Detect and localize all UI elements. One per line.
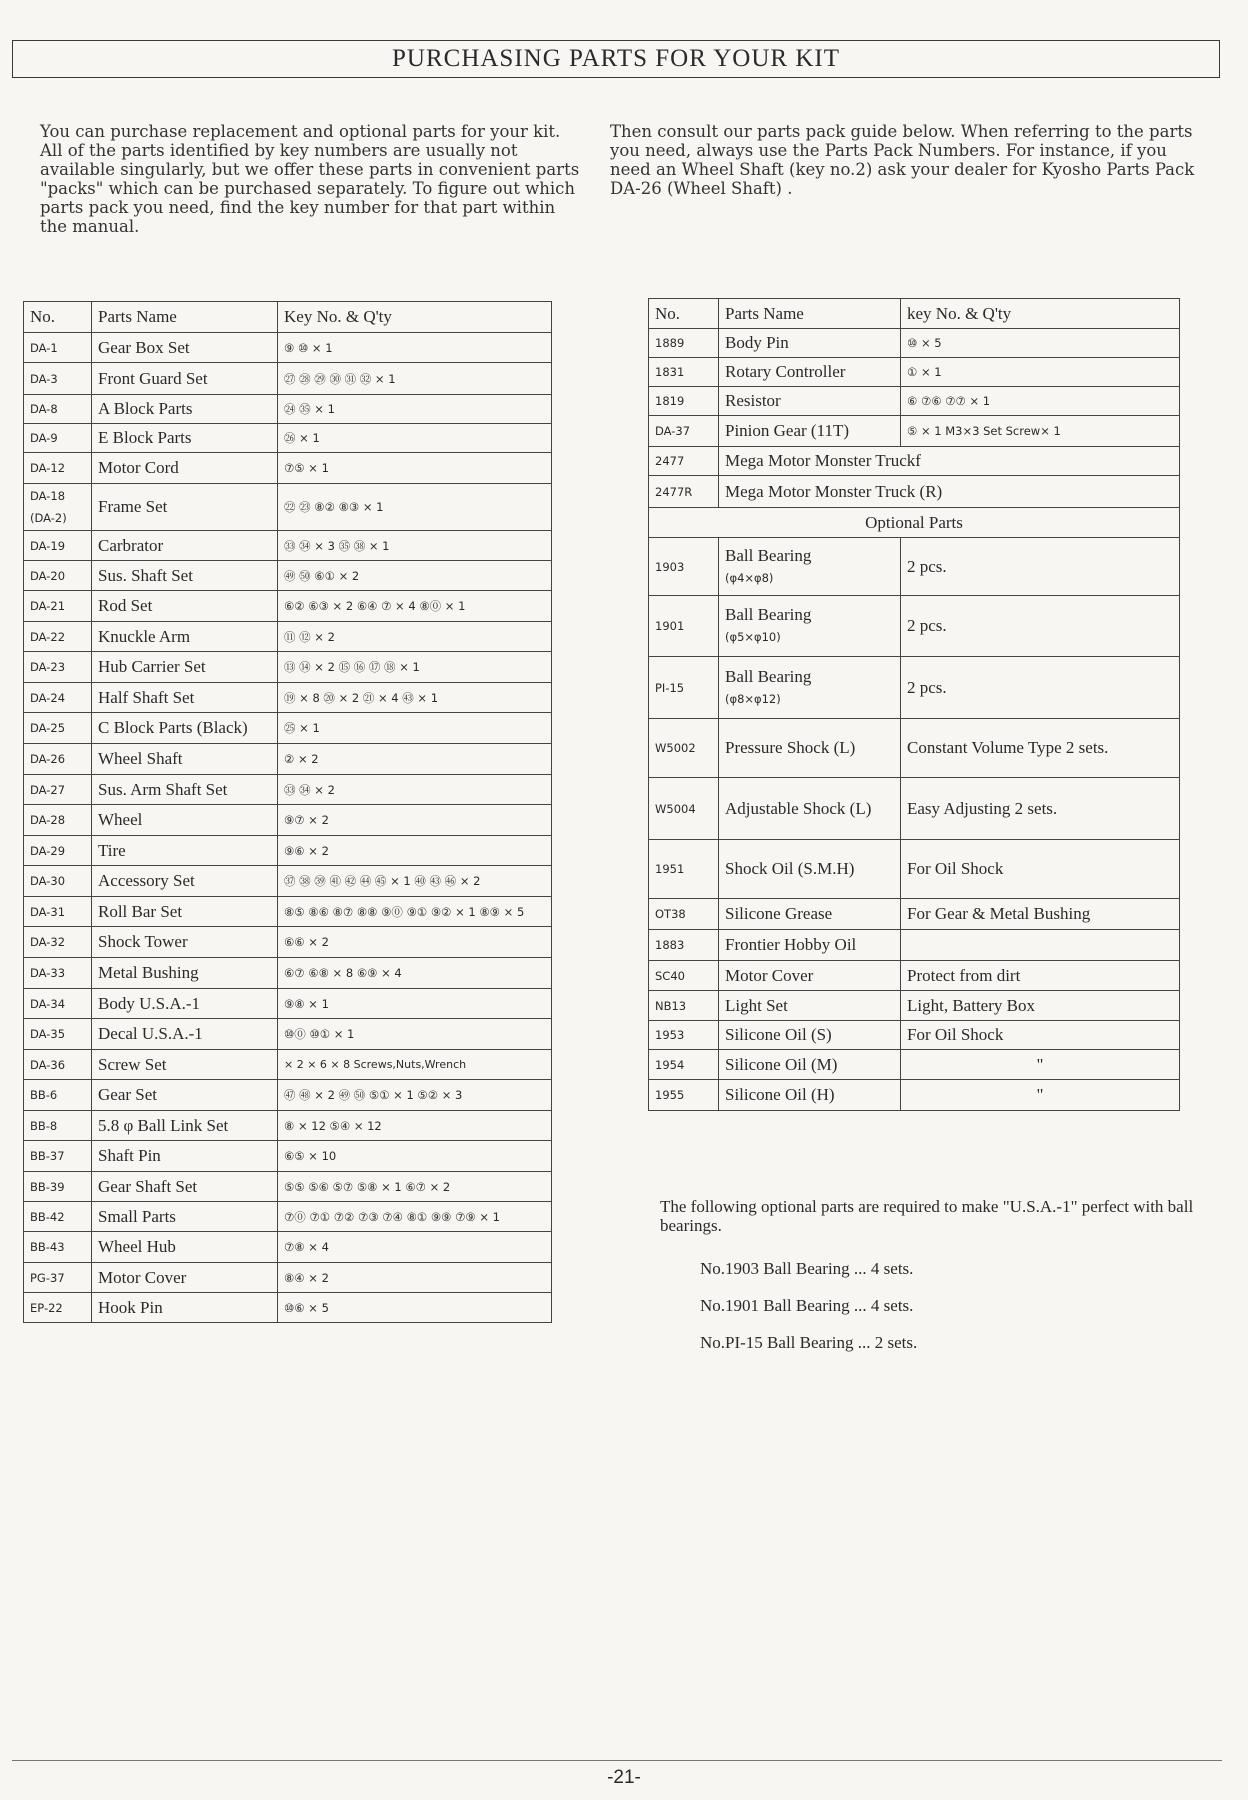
part-number: DA-19 — [24, 531, 92, 561]
key-qty: ㉝ ㉞ × 3 ㉟ ㊳ × 1 — [278, 531, 552, 561]
key-qty: For Oil Shock — [901, 1021, 1180, 1050]
part-number: BB-37 — [24, 1141, 92, 1172]
table-row — [24, 591, 552, 622]
part-number: BB-42 — [24, 1202, 92, 1232]
part-name: Rotary Controller — [719, 358, 901, 387]
key-qty: ⑤ × 1 M3×3 Set Screw× 1 — [901, 416, 1180, 447]
ball-bearing-line: No.1901 Ball Bearing ... 4 sets. — [700, 1296, 914, 1315]
table-row — [649, 416, 1180, 447]
part-number: DA-34 — [24, 989, 92, 1019]
part-number: DA-27 — [24, 775, 92, 805]
part-name — [719, 538, 901, 596]
part-name: Wheel Hub — [92, 1232, 278, 1263]
ball-bearing-line: No.1903 Ball Bearing ... 4 sets. — [700, 1259, 914, 1278]
key-qty: ⑤⑤ ⑤⑥ ⑤⑦ ⑤⑧ × 1 ⑥⑦ × 2 — [278, 1172, 552, 1202]
table-row — [649, 719, 1180, 778]
part-name-text: Adjustable Shock (L) — [725, 798, 872, 818]
col-header-parts-name: Parts Name — [92, 302, 278, 333]
table-row — [24, 622, 552, 652]
part-number: 1889 — [649, 329, 719, 358]
part-name — [719, 991, 901, 1021]
table-row — [649, 1021, 1180, 1050]
key-qty: Constant Volume Type 2 sets. — [901, 719, 1180, 778]
part-number: DA-25 — [24, 713, 92, 744]
table-row — [24, 683, 552, 713]
part-name — [719, 899, 901, 930]
ball-bearing-note: The following optional parts are required to make "U.S.A.-1" perfect with ball bearings. — [660, 1197, 1194, 1235]
part-name-text: Ball Bearing — [725, 666, 812, 686]
page-title: PURCHASING PARTS FOR YOUR KIT — [392, 45, 840, 72]
table-row — [24, 424, 552, 453]
part-number: 1883 — [649, 930, 719, 961]
table-row — [649, 899, 1180, 930]
intro-right-paragraph: Then consult our parts pack guide below. When referring to the parts you need, always use the Parts Pack Numbers. For instance, if you need an Wheel Shaft (key no.2) ask your dealer for Kyosho Parts Pack DA-26 (Wheel Shaft) . — [610, 122, 1195, 198]
part-name: Sus. Shaft Set — [92, 561, 278, 591]
key-qty: 2 pcs. — [901, 596, 1180, 657]
part-name-text: Silicone Oil (H) — [725, 1085, 835, 1104]
part-name-text: Ball Bearing — [725, 605, 812, 624]
key-qty: ㊲ ㊳ ㊴ ㊶ ㊷ ㊹ ㊺ × 1 ㊵ ㊸ ㊻ × 2 — [278, 866, 552, 897]
key-qty: ⑲ × 8 ⑳ × 2 ㉑ × 4 ㊸ × 1 — [278, 683, 552, 713]
part-name: Body Pin — [719, 329, 901, 358]
key-qty: ⑩⑥ × 5 — [278, 1293, 552, 1323]
table-row — [24, 561, 552, 591]
table-row — [24, 1263, 552, 1293]
part-number: DA-1 — [24, 333, 92, 363]
part-name: Accessory Set — [92, 866, 278, 897]
key-qty: × 2 × 6 × 8 Screws,Nuts,Wrench — [278, 1050, 552, 1080]
table-row — [649, 961, 1180, 991]
part-name: 5.8 φ Ball Link Set — [92, 1111, 278, 1141]
part-name-text: Frontier Hobby Oil — [725, 935, 857, 954]
part-number: BB-8 — [24, 1111, 92, 1141]
part-name: Rod Set — [92, 591, 278, 622]
part-number: DA-30 — [24, 866, 92, 897]
part-number: DA-29 — [24, 836, 92, 866]
table-row — [649, 447, 1180, 476]
key-qty: ⑩⓪ ⑩① × 1 — [278, 1019, 552, 1050]
key-qty: ⑪ ⑫ × 2 — [278, 622, 552, 652]
key-qty: ㉗ ㉘ ㉙ ㉚ ㉛ ㉜ × 1 — [278, 363, 552, 395]
part-size: (φ8×φ12) — [725, 691, 781, 706]
part-number: SC40 — [649, 961, 719, 991]
key-qty: ⑦⑤ × 1 — [278, 453, 552, 484]
part-number: 1953 — [649, 1021, 719, 1050]
key-qty: Protect from dirt — [901, 961, 1180, 991]
part-number: EP-22 — [24, 1293, 92, 1323]
part-number: DA-22 — [24, 622, 92, 652]
part-name: Wheel Shaft — [92, 744, 278, 775]
table-row — [24, 395, 552, 424]
part-name: Shock Tower — [92, 927, 278, 958]
part-number: PG-37 — [24, 1263, 92, 1293]
table-row — [649, 657, 1180, 719]
part-name: A Block Parts — [92, 395, 278, 424]
part-name: Body U.S.A.-1 — [92, 989, 278, 1019]
part-name — [719, 1021, 901, 1050]
table-row — [24, 1202, 552, 1232]
part-name: E Block Parts — [92, 424, 278, 453]
part-name: Tire — [92, 836, 278, 866]
part-number: NB13 — [649, 991, 719, 1021]
part-number: BB-6 — [24, 1080, 92, 1111]
key-qty: ⑦⑧ × 4 — [278, 1232, 552, 1263]
table-row — [649, 930, 1180, 961]
table-row — [24, 775, 552, 805]
part-name: Knuckle Arm — [92, 622, 278, 652]
part-name: Frame Set — [92, 484, 278, 531]
table-row — [649, 1080, 1180, 1111]
table-row — [24, 1019, 552, 1050]
table-row — [649, 991, 1180, 1021]
part-name: C Block Parts (Black) — [92, 713, 278, 744]
key-qty: ⑧⑤ ⑧⑥ ⑧⑦ ⑧⑧ ⑨⓪ ⑨① ⑨② × 1 ⑧⑨ × 5 — [278, 897, 552, 927]
part-number: DA-18 (DA-2) — [24, 484, 92, 531]
part-number: W5002 — [649, 719, 719, 778]
table-row — [649, 778, 1180, 840]
part-number: DA-9 — [24, 424, 92, 453]
key-qty: ⑥ ⑦⑥ ⑦⑦ × 1 — [901, 387, 1180, 416]
part-name: Mega Motor Monster Truck (R) — [719, 476, 1180, 508]
part-number: DA-23 — [24, 652, 92, 683]
table-row — [24, 363, 552, 395]
part-name: Small Parts — [92, 1202, 278, 1232]
part-name — [719, 657, 901, 719]
key-qty: 2 pcs. — [901, 657, 1180, 719]
table-row — [24, 897, 552, 927]
part-name: Roll Bar Set — [92, 897, 278, 927]
col-header-key-qty: key No. & Q'ty — [901, 299, 1180, 329]
key-qty: ⑨⑥ × 2 — [278, 836, 552, 866]
part-number: DA-37 — [649, 416, 719, 447]
table-row — [649, 476, 1180, 508]
part-number: 1954 — [649, 1050, 719, 1080]
parts-pack-table — [23, 301, 552, 1323]
part-name-text: Ball Bearing — [725, 545, 812, 565]
table-row — [649, 1050, 1180, 1080]
ball-bearing-line: No.PI-15 Ball Bearing ... 2 sets. — [700, 1333, 918, 1352]
key-qty: ㉖ × 1 — [278, 424, 552, 453]
optional-parts-table — [648, 298, 1180, 1111]
table-row — [649, 358, 1180, 387]
table-row — [24, 484, 552, 531]
table-row — [24, 531, 552, 561]
table-row — [24, 713, 552, 744]
key-qty: 2 pcs. — [901, 538, 1180, 596]
table-row — [649, 840, 1180, 899]
key-qty: Easy Adjusting 2 sets. — [901, 778, 1180, 840]
table-row — [24, 989, 552, 1019]
section-row — [649, 508, 1180, 538]
key-qty: ㉔ ㉟ × 1 — [278, 395, 552, 424]
part-number: 1903 — [649, 538, 719, 596]
part-number: 1955 — [649, 1080, 719, 1111]
part-number: DA-35 — [24, 1019, 92, 1050]
table-row — [24, 805, 552, 836]
footer-divider — [12, 1760, 1222, 1761]
part-name — [719, 961, 901, 991]
table-row — [24, 927, 552, 958]
part-name-text: Shock Oil (S.M.H) — [725, 859, 855, 878]
part-name-text: Pressure Shock (L) — [725, 738, 856, 757]
table-row — [24, 1111, 552, 1141]
part-name — [719, 840, 901, 899]
part-number: 1901 — [649, 596, 719, 657]
part-name: Resistor — [719, 387, 901, 416]
part-name: Decal U.S.A.-1 — [92, 1019, 278, 1050]
key-qty: ⑬ ⑭ × 2 ⑮ ⑯ ⑰ ⑱ × 1 — [278, 652, 552, 683]
table-row — [649, 596, 1180, 657]
part-name: Half Shaft Set — [92, 683, 278, 713]
part-name-text: Silicone Grease — [725, 904, 833, 923]
part-number: 2477R — [649, 476, 719, 508]
part-name: Gear Set — [92, 1080, 278, 1111]
col-header-parts-name: Parts Name — [719, 299, 901, 329]
part-name: Gear Shaft Set — [92, 1172, 278, 1202]
part-number: W5004 — [649, 778, 719, 840]
part-name: Pinion Gear (11T) — [719, 416, 901, 447]
page-title-box — [12, 40, 1220, 78]
part-name: Wheel — [92, 805, 278, 836]
key-qty: ⑨ ⑩ × 1 — [278, 333, 552, 363]
part-name: Front Guard Set — [92, 363, 278, 395]
key-qty: ⑧④ × 2 — [278, 1263, 552, 1293]
table-row — [649, 387, 1180, 416]
part-name: Hook Pin — [92, 1293, 278, 1323]
part-name — [719, 930, 901, 961]
part-number: DA-36 — [24, 1050, 92, 1080]
part-number: 1819 — [649, 387, 719, 416]
part-number: OT38 — [649, 899, 719, 930]
key-qty: ㉕ × 1 — [278, 713, 552, 744]
part-name-text: Silicone Oil (M) — [725, 1054, 838, 1074]
key-qty: ⑨⑧ × 1 — [278, 989, 552, 1019]
table-row — [24, 1232, 552, 1263]
key-qty: ⑦⓪ ⑦① ⑦② ⑦③ ⑦④ ⑧① ⑨⑨ ⑦⑨ × 1 — [278, 1202, 552, 1232]
page-number: -21- — [607, 1767, 641, 1788]
part-name: Motor Cord — [92, 453, 278, 484]
key-qty: ② × 2 — [278, 744, 552, 775]
table-row — [24, 1141, 552, 1172]
part-number: DA-33 — [24, 958, 92, 989]
part-name: Motor Cover — [92, 1263, 278, 1293]
key-qty: ⑥⑥ × 2 — [278, 927, 552, 958]
key-qty: ㉒ ㉓ ⑧② ⑧③ × 1 — [278, 484, 552, 531]
part-name — [719, 719, 901, 778]
part-number: DA-32 — [24, 927, 92, 958]
intro-left-paragraph: You can purchase replacement and optional parts for your kit. All of the parts identified by key numbers are usually not available singularly, but we offer these parts in convenient parts "packs" which can be purchased separately. To figure out which parts pack you need, find the key number for that part within the manual. — [40, 122, 580, 236]
part-number: DA-26 — [24, 744, 92, 775]
key-qty: Light, Battery Box — [901, 991, 1180, 1021]
key-qty: ⑧ × 12 ⑤④ × 12 — [278, 1111, 552, 1141]
part-name-text: Silicone Oil (S) — [725, 1025, 832, 1044]
part-name: Carbrator — [92, 531, 278, 561]
table-row — [24, 652, 552, 683]
key-qty: " — [901, 1050, 1180, 1080]
table-row — [24, 866, 552, 897]
table-row — [24, 333, 552, 363]
part-number: DA-12 — [24, 453, 92, 484]
key-qty: For Gear & Metal Bushing — [901, 899, 1180, 930]
part-number: 2477 — [649, 447, 719, 476]
col-header-no: No. — [24, 302, 92, 333]
part-name-text: Light Set — [725, 995, 788, 1015]
table-row — [649, 538, 1180, 596]
part-name: Mega Motor Monster Truckf — [719, 447, 1180, 476]
key-qty: ㉝ ㉞ × 2 — [278, 775, 552, 805]
table-row — [649, 329, 1180, 358]
part-name-text: Motor Cover — [725, 965, 814, 985]
part-name: Hub Carrier Set — [92, 652, 278, 683]
part-number: DA-8 — [24, 395, 92, 424]
part-number: BB-43 — [24, 1232, 92, 1263]
key-qty: For Oil Shock — [901, 840, 1180, 899]
part-number: DA-28 — [24, 805, 92, 836]
col-header-no: No. — [649, 299, 719, 329]
part-name: Sus. Arm Shaft Set — [92, 775, 278, 805]
key-qty: ⑥⑦ ⑥⑧ × 8 ⑥⑨ × 4 — [278, 958, 552, 989]
part-number: 1951 — [649, 840, 719, 899]
table-row — [24, 1172, 552, 1202]
table-row — [24, 836, 552, 866]
part-name: Gear Box Set — [92, 333, 278, 363]
key-qty: ① × 1 — [901, 358, 1180, 387]
table-row — [24, 744, 552, 775]
part-number: DA-20 — [24, 561, 92, 591]
table-row — [24, 453, 552, 484]
part-number: DA-3 — [24, 363, 92, 395]
part-name — [719, 778, 901, 840]
key-qty: ⑨⑦ × 2 — [278, 805, 552, 836]
part-size: (φ5×φ10) — [725, 630, 781, 644]
key-qty: ⑩ × 5 — [901, 329, 1180, 358]
part-number: BB-39 — [24, 1172, 92, 1202]
key-qty — [901, 930, 1180, 961]
part-size: (φ4×φ8) — [725, 570, 774, 585]
part-name: Screw Set — [92, 1050, 278, 1080]
part-name — [719, 1050, 901, 1080]
optional-parts-label: Optional Parts — [649, 508, 1180, 538]
table-row — [24, 1050, 552, 1080]
table-row — [24, 1293, 552, 1323]
key-qty: " — [901, 1080, 1180, 1111]
part-name: Shaft Pin — [92, 1141, 278, 1172]
part-name: Metal Bushing — [92, 958, 278, 989]
part-number: DA-31 — [24, 897, 92, 927]
key-qty: ㊼ ㊽ × 2 ㊾ ㊿ ⑤① × 1 ⑤② × 3 — [278, 1080, 552, 1111]
part-number: PI-15 — [649, 657, 719, 719]
part-number: DA-21 — [24, 591, 92, 622]
key-qty: ㊾ ㊿ ⑥① × 2 — [278, 561, 552, 591]
key-qty: ⑥② ⑥③ × 2 ⑥④ ⑦ × 4 ⑧⓪ × 1 — [278, 591, 552, 622]
table-row — [24, 1080, 552, 1111]
part-number: 1831 — [649, 358, 719, 387]
table-row — [24, 958, 552, 989]
col-header-key-qty: Key No. & Q'ty — [278, 302, 552, 333]
part-name — [719, 596, 901, 657]
part-name — [719, 1080, 901, 1111]
part-number: DA-24 — [24, 683, 92, 713]
key-qty: ⑥⑤ × 10 — [278, 1141, 552, 1172]
